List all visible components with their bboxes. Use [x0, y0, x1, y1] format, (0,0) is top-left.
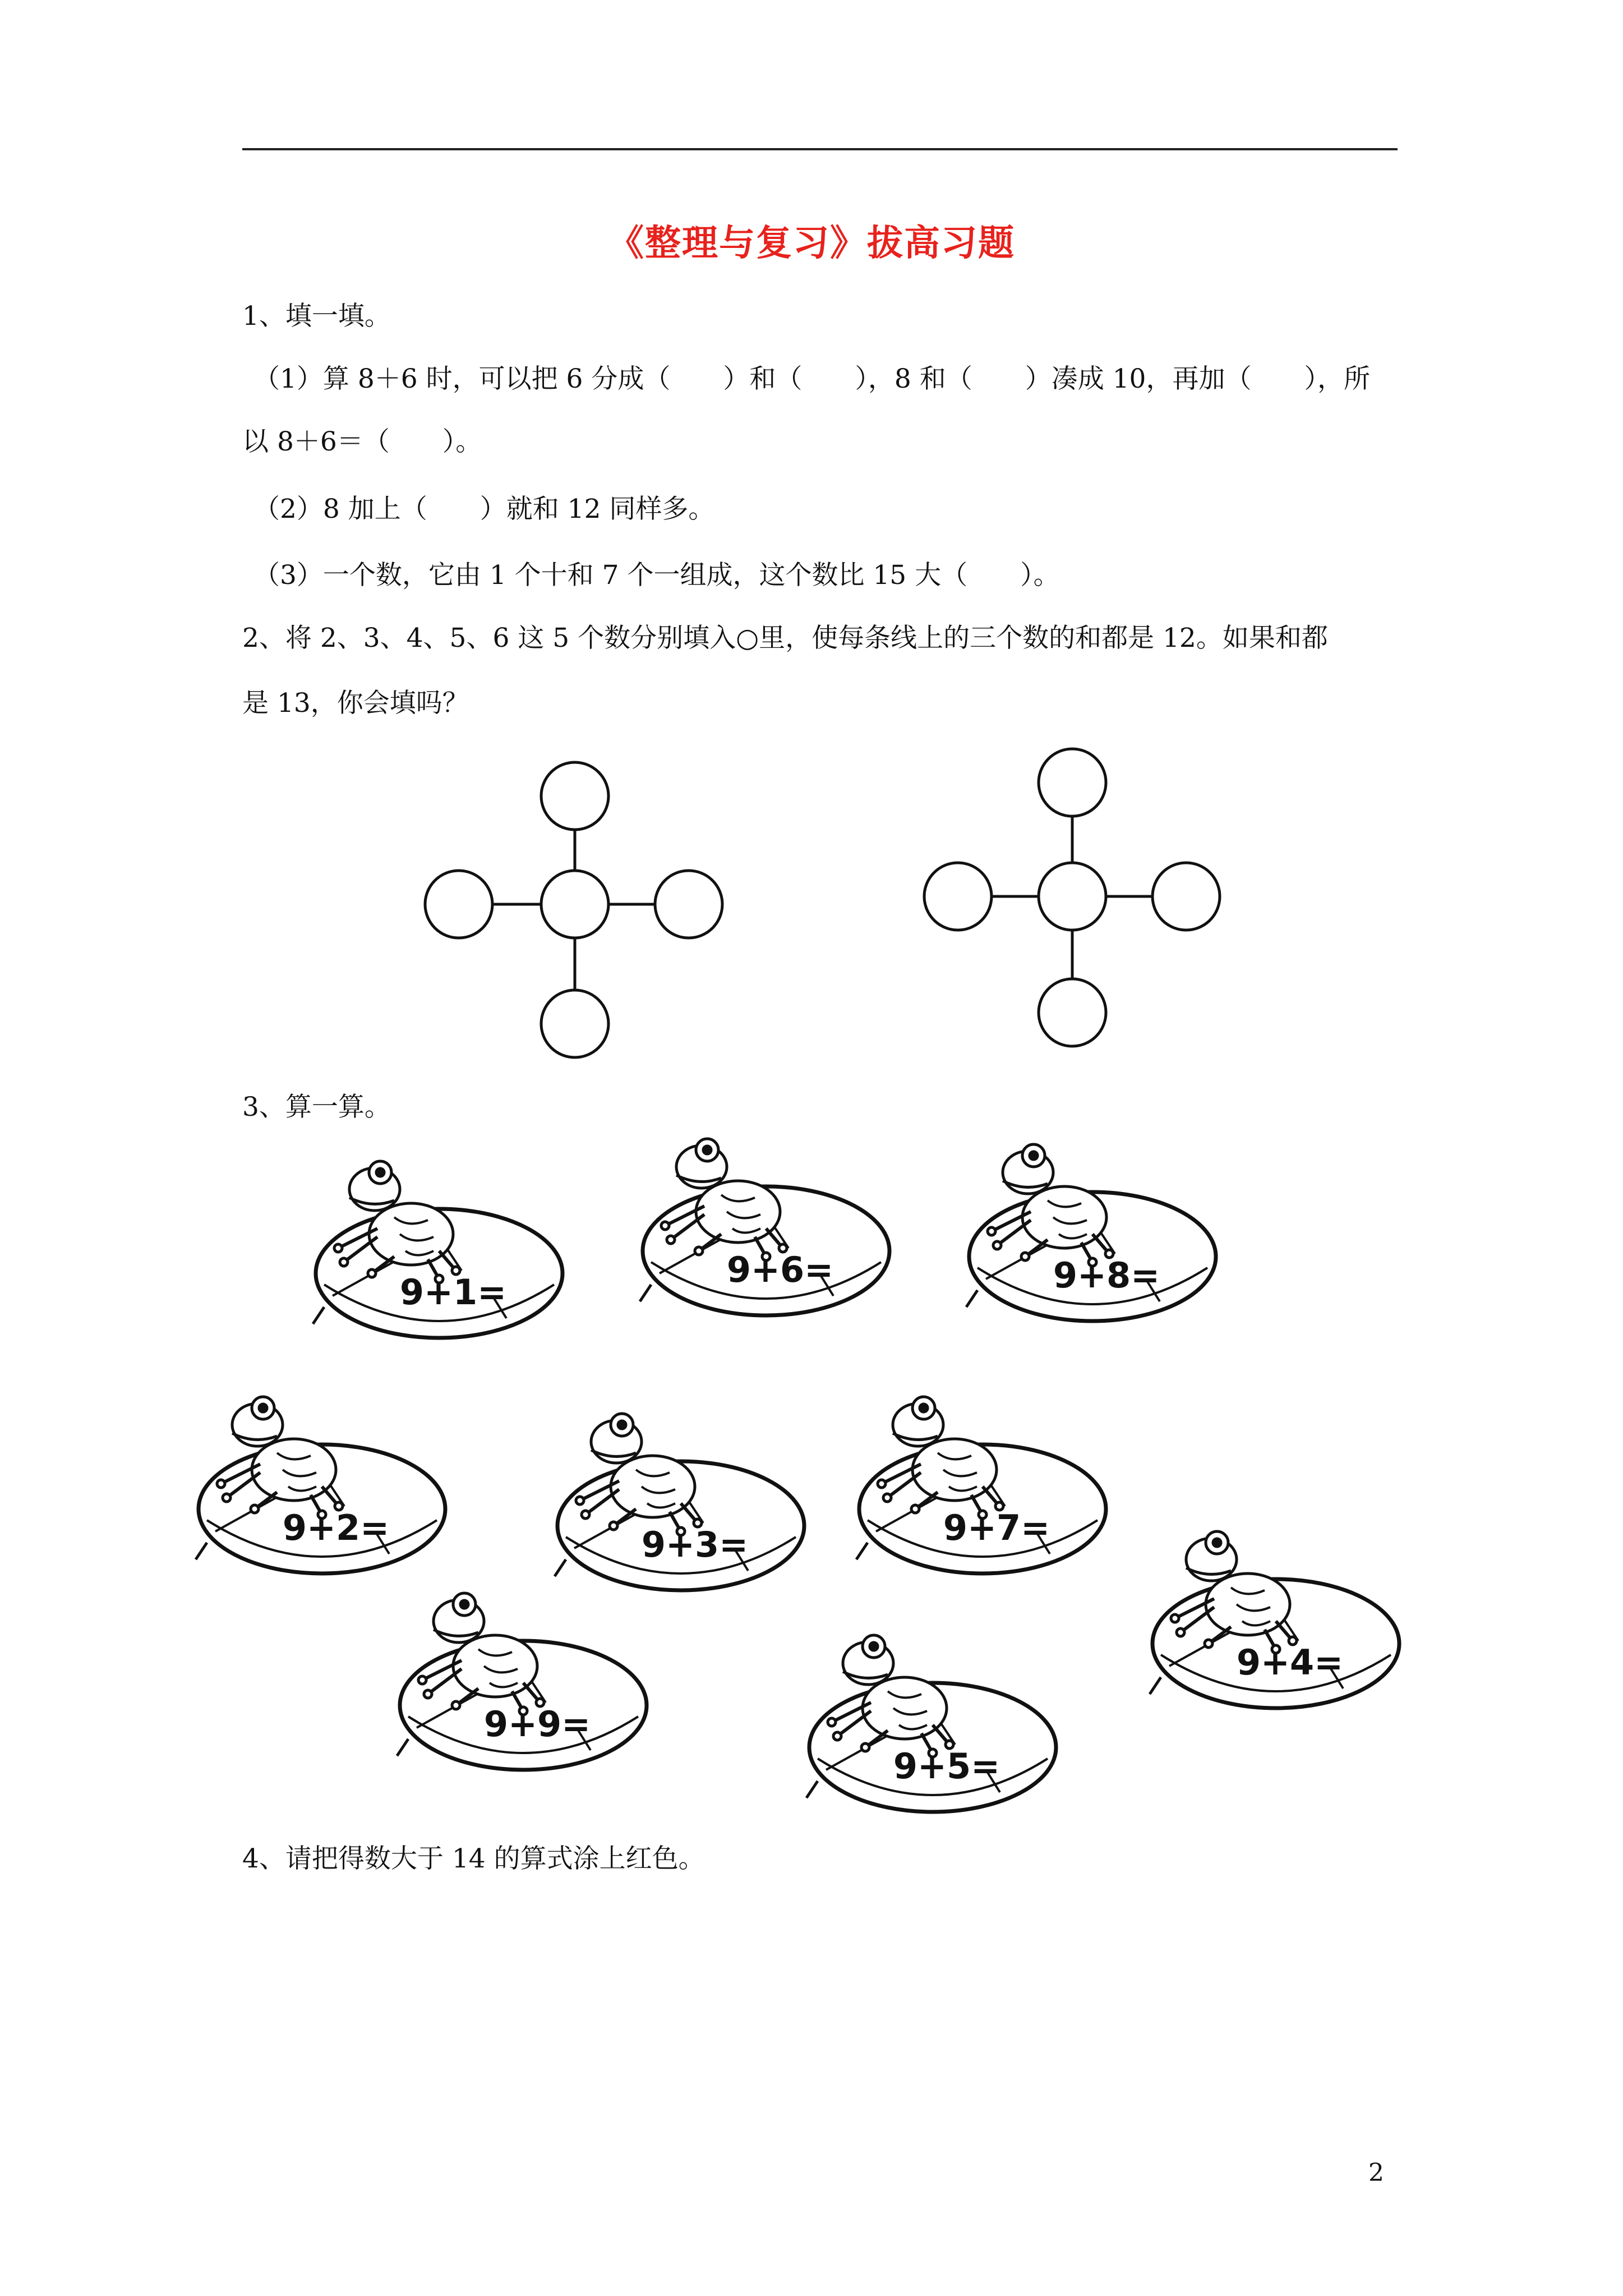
frog-icon — [418, 1593, 544, 1715]
lily-pad — [856, 1397, 1106, 1573]
lily-pad — [966, 1144, 1216, 1321]
addition-expression: 9+8= — [1053, 1255, 1160, 1296]
lily-pad-notch — [966, 1290, 978, 1307]
q2-line1: 2、将 2、3、4、5、6 这 5 个数分别填入○里，使每条线上的三个数的和都是 12。如果和都 — [242, 623, 1328, 654]
answer-circle-top[interactable] — [1039, 749, 1106, 816]
lily-pad-notch — [856, 1543, 868, 1559]
addition-expression: 9+5= — [893, 1746, 1000, 1787]
q3-heading: 3、算一算。 — [242, 1092, 391, 1122]
lily-pad-notch — [397, 1739, 408, 1756]
answer-circle-top[interactable] — [541, 762, 608, 830]
lily-pad — [1150, 1531, 1399, 1708]
lily-pad — [555, 1414, 804, 1590]
lily-pad-notch — [313, 1307, 324, 1324]
q1-part2: （2）8 加上（ ）就和 12 同样多。 — [253, 494, 715, 524]
page-number: 2 — [1368, 2159, 1384, 2187]
addition-expression: 9+2= — [282, 1507, 390, 1548]
frog-icon — [988, 1144, 1113, 1266]
cross-diagram-right — [924, 749, 1220, 1046]
frog-icon — [661, 1139, 787, 1260]
page-title: 《整理与复习》拔高习题 — [608, 222, 1015, 264]
answer-circle-center[interactable] — [541, 871, 608, 938]
frog-icon — [828, 1635, 953, 1757]
lily-pad — [397, 1593, 647, 1770]
lily-pad-notch — [640, 1285, 651, 1301]
lily-pad — [806, 1635, 1056, 1812]
q1-part1-line2: 以 8＋6＝（ ）。 — [242, 426, 482, 457]
lily-pad — [313, 1161, 562, 1338]
lily-pad-notch — [196, 1543, 207, 1559]
answer-circle-left[interactable] — [425, 871, 492, 938]
addition-expression: 9+7= — [943, 1507, 1050, 1548]
frog-icon — [576, 1414, 702, 1535]
addition-expression: 9+6= — [726, 1249, 834, 1290]
lily-pad-group — [196, 1139, 1399, 1812]
addition-expression: 9+4= — [1236, 1642, 1344, 1683]
lily-pad — [640, 1139, 889, 1315]
q4-heading: 4、请把得数大于 14 的算式涂上红色。 — [242, 1843, 705, 1874]
q2-line2: 是 13，你会填吗？ — [242, 688, 469, 719]
frog-icon — [1171, 1531, 1297, 1653]
q1-part1-line1: （1）算 8＋6 时，可以把 6 分成（ ）和（ ），8 和（ ）凑成 10，再加（ ），所 — [253, 364, 1370, 394]
answer-circle-right[interactable] — [655, 871, 722, 938]
lily-pad-notch — [555, 1559, 566, 1576]
q1-part3: （3）一个数，它由 1 个十和 7 个一组成，这个数比 15 大（ ）。 — [253, 560, 1060, 591]
lily-pad-notch — [806, 1781, 818, 1798]
q1-heading: 1、填一填。 — [242, 301, 391, 332]
answer-circle-left[interactable] — [924, 863, 992, 930]
answer-circle-bottom[interactable] — [541, 990, 608, 1057]
frog-icon — [217, 1397, 343, 1519]
cross-diagram-left — [425, 762, 722, 1057]
addition-expression: 9+1= — [399, 1272, 507, 1313]
frog-icon — [334, 1161, 460, 1283]
answer-circle-right[interactable] — [1152, 863, 1220, 930]
answer-circle-bottom[interactable] — [1039, 979, 1106, 1046]
addition-expression: 9+3= — [641, 1524, 749, 1565]
lily-pad — [196, 1397, 445, 1573]
addition-expression: 9+9= — [483, 1704, 591, 1745]
answer-circle-center[interactable] — [1039, 863, 1106, 930]
frog-icon — [878, 1397, 1003, 1519]
lily-pad-notch — [1150, 1677, 1161, 1694]
